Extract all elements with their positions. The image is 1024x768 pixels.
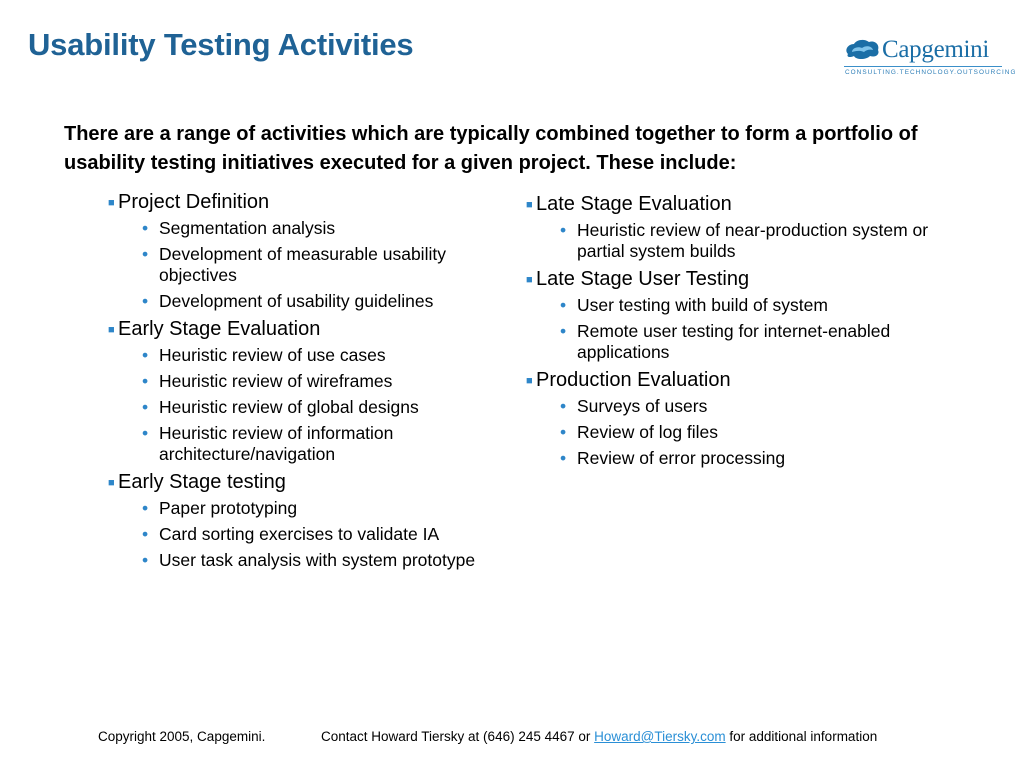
level2-bullet [560, 448, 956, 469]
dot-bullet-icon: • [142, 345, 149, 365]
bullet-item-text: Segmentation analysis [159, 218, 336, 238]
capgemini-logo [842, 36, 1017, 80]
bullet-heading: Project Definition [118, 191, 270, 213]
bullet-item-text: Heuristic review of global designs [159, 397, 419, 417]
bullet-group [526, 267, 956, 363]
bullet-item-text: Heuristic review of use cases [159, 345, 386, 365]
dot-bullet-icon: • [142, 218, 149, 238]
bullet-item-text: Heuristic review of near-production system or partial system builds [577, 220, 929, 261]
bullet-group [108, 470, 500, 571]
logo-wordmark: Capgemini [882, 36, 990, 63]
square-bullet-icon: ■ [108, 324, 115, 336]
bullet-item-text: Review of error processing [577, 448, 786, 468]
bullet-item-text: Heuristic review of information architecture/navigation [159, 423, 394, 464]
dot-bullet-icon: • [560, 422, 567, 442]
level1-bullet [526, 368, 956, 393]
level2-bullet [142, 423, 500, 465]
bullet-item-text: User testing with build of system [577, 295, 828, 315]
dot-bullet-icon: • [560, 396, 567, 416]
dot-bullet-icon: • [560, 295, 567, 315]
square-bullet-icon: ■ [526, 199, 533, 211]
dot-bullet-icon: • [560, 448, 567, 468]
bullet-group [108, 190, 500, 312]
dot-bullet-icon: • [142, 524, 149, 544]
level1-bullet [526, 267, 956, 292]
bullet-item-text: Development of usability guidelines [159, 291, 434, 311]
dot-bullet-icon: • [142, 498, 149, 518]
footer-copyright: Copyright 2005, Capgemini. [98, 729, 266, 744]
level1-bullet [108, 190, 500, 215]
bullet-group [108, 317, 500, 465]
level1-bullet [108, 317, 500, 342]
right-column [526, 192, 956, 474]
level2-bullet [560, 295, 956, 316]
level2-bullet [560, 422, 956, 443]
square-bullet-icon: ■ [526, 274, 533, 286]
square-bullet-icon: ■ [108, 477, 115, 489]
footer-contact [321, 729, 877, 744]
bullet-item-text: Review of log files [577, 422, 719, 442]
bullet-group [526, 192, 956, 262]
level2-bullet [142, 371, 500, 392]
level2-bullet [142, 524, 500, 545]
square-bullet-icon: ■ [526, 375, 533, 387]
dot-bullet-icon: • [142, 291, 149, 311]
logo-tagline: CONSULTING.TECHNOLOGY.OUTSOURCING [845, 69, 1017, 76]
level2-bullet [142, 397, 500, 418]
dot-bullet-icon: • [142, 423, 149, 443]
intro-paragraph: There are a range of activities which are typically combined together to form a portfolio of usability testing initiatives executed for a given project. These include: [64, 123, 918, 174]
bullet-item-text: Heuristic review of wireframes [159, 371, 393, 391]
spade-logo-icon [842, 36, 882, 64]
level1-bullet [108, 470, 500, 495]
dot-bullet-icon: • [560, 220, 567, 240]
level2-bullet [142, 244, 500, 286]
bullet-heading: Production Evaluation [536, 369, 731, 391]
footer-contact-prefix: Contact Howard Tiersky at (646) 245 4467 or [321, 729, 595, 744]
bullet-item-text: Paper prototyping [159, 498, 298, 518]
dot-bullet-icon: • [142, 550, 149, 570]
dot-bullet-icon: • [142, 244, 149, 264]
bullet-item-text: Card sorting exercises to validate IA [159, 524, 440, 544]
level2-bullet [560, 321, 956, 363]
level1-bullet [526, 192, 956, 217]
bullet-item-text: Remote user testing for internet-enabled applications [577, 321, 891, 362]
dot-bullet-icon: • [142, 371, 149, 391]
bullet-heading: Early Stage testing [118, 471, 286, 493]
slide-title: Usability Testing Activities [28, 27, 414, 62]
email-link[interactable]: Howard@Tiersky.com [594, 729, 726, 744]
left-column [108, 190, 500, 576]
bullet-group [526, 368, 956, 469]
level2-bullet [560, 396, 956, 417]
footer-contact-suffix: for additional information [725, 729, 878, 744]
level2-bullet [142, 345, 500, 366]
dot-bullet-icon: • [560, 321, 567, 341]
bullet-item-text: Development of measurable usability objectives [159, 244, 446, 285]
bullet-item-text: Surveys of users [577, 396, 708, 416]
square-bullet-icon: ■ [108, 197, 115, 209]
bullet-item-text: User task analysis with system prototype [159, 550, 476, 570]
bullet-heading: Early Stage Evaluation [118, 318, 321, 340]
level2-bullet [142, 291, 500, 312]
bullet-heading: Late Stage User Testing [536, 268, 750, 290]
bullet-heading: Late Stage Evaluation [536, 193, 732, 215]
level2-bullet [142, 218, 500, 239]
logo-rule [844, 66, 1002, 67]
level2-bullet [142, 550, 500, 571]
dot-bullet-icon: • [142, 397, 149, 417]
level2-bullet [560, 220, 956, 262]
level2-bullet [142, 498, 500, 519]
